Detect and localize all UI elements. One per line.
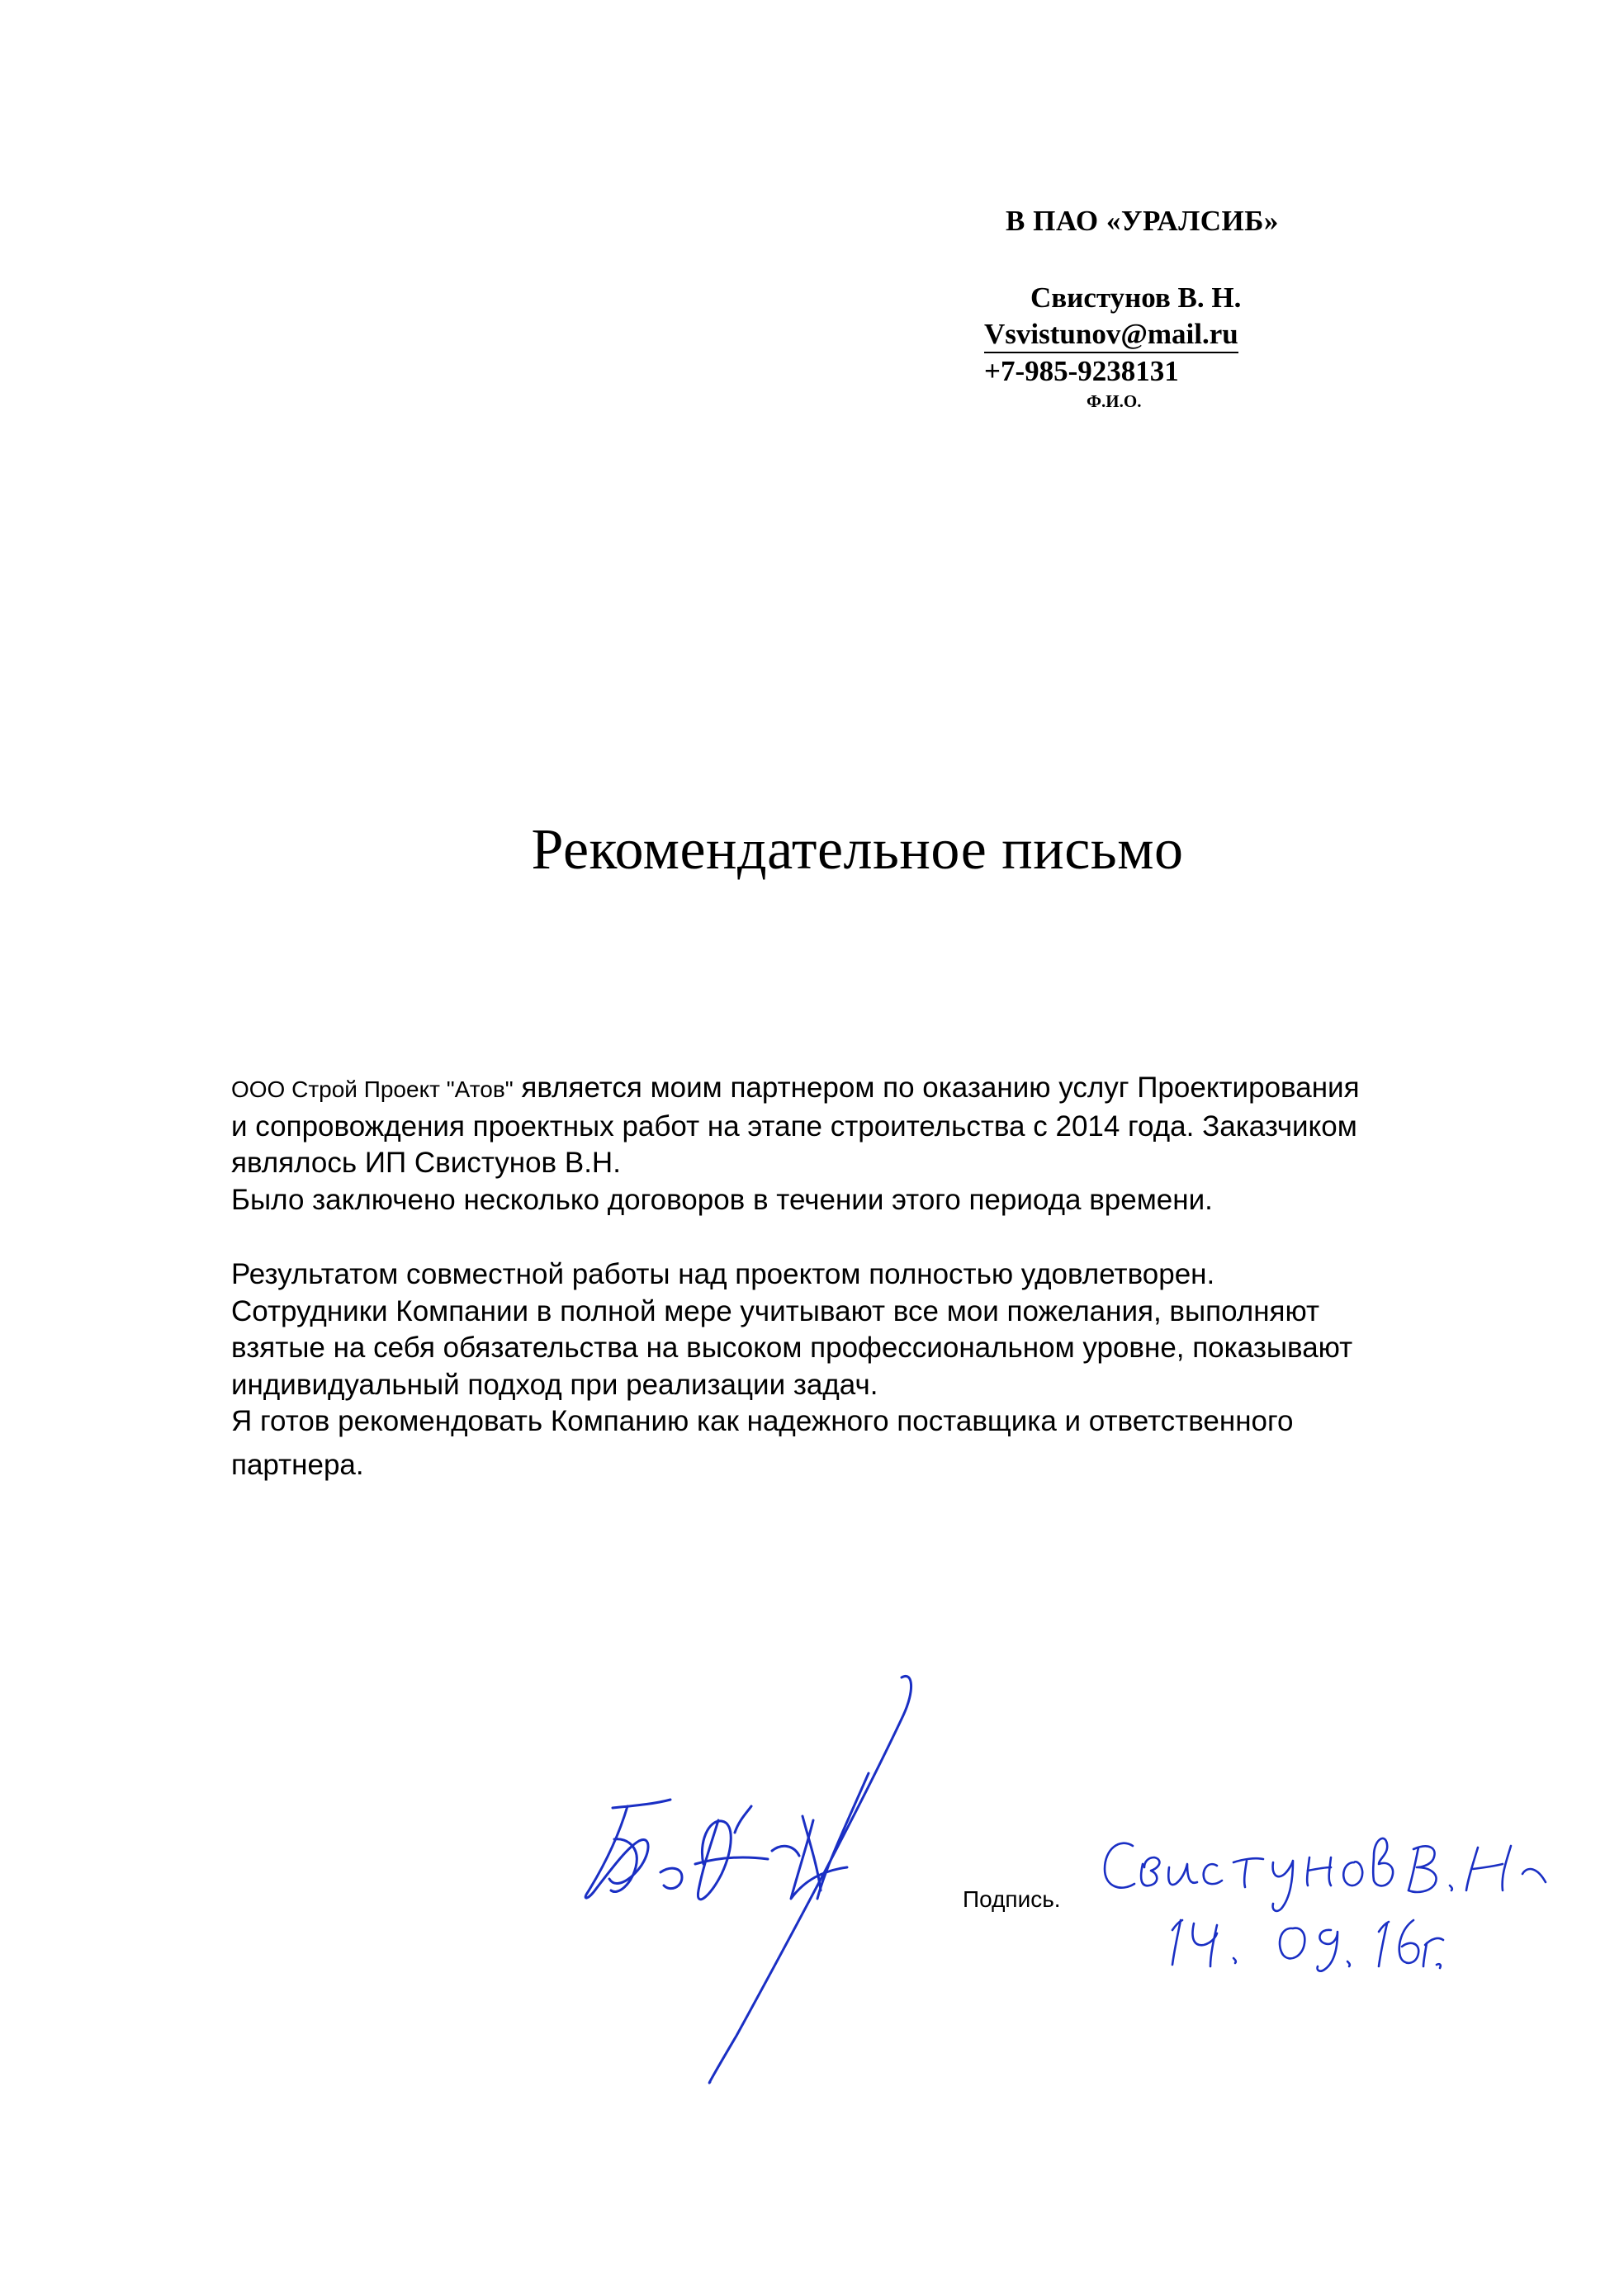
handwritten-name — [1105, 1838, 1546, 1911]
body-p2-line-2: Сотрудники Компании в полной мере учитывают все мои пожелания, выполняют — [231, 1294, 1320, 1327]
sender-email: Vsvistunov@mail.ru — [984, 317, 1238, 353]
sender-phone: +7-985-9238131 — [984, 355, 1179, 387]
body-p2-line-6: партнера. — [231, 1448, 364, 1481]
company-name: ООО Строй Проект "Атов" — [231, 1076, 514, 1102]
body-line-2: и сопровождения проектных работ на этапе строительства с 2014 года. Заказчиком — [231, 1109, 1357, 1143]
body-p2-line-1: Результатом совместной работы над проектом полностью удовлетворен. — [231, 1258, 1215, 1290]
sender-name: Свистунов В. Н. — [1030, 282, 1242, 314]
signature-scribble — [585, 1676, 911, 2083]
body-line-1-rest: является моим партнером по оказанию услуг Проектирования — [513, 1072, 1360, 1104]
fio-label: Ф.И.О. — [1087, 391, 1142, 411]
body-p2-line-4: индивидуальный подход при реализации задач. — [231, 1368, 878, 1401]
document-title: Рекомендательное письмо — [531, 818, 1184, 882]
body-p2-line-5: Я готов рекомендовать Компанию как надежного поставщика и ответственного — [231, 1405, 1294, 1437]
body-line-4: Было заключено несколько договоров в течении этого периода времени. — [231, 1183, 1213, 1216]
body-p2-line-3: взятые на себя обязательства на высоком профессиональном уровне, показывают — [231, 1332, 1353, 1364]
handwritten-date — [1172, 1920, 1443, 1971]
body-line-3: являлось ИП Свистунов В.Н. — [231, 1147, 621, 1179]
addressee: В ПАО «УРАЛСИБ» — [1006, 205, 1279, 237]
signature-label: Подпись. — [963, 1886, 1061, 1912]
